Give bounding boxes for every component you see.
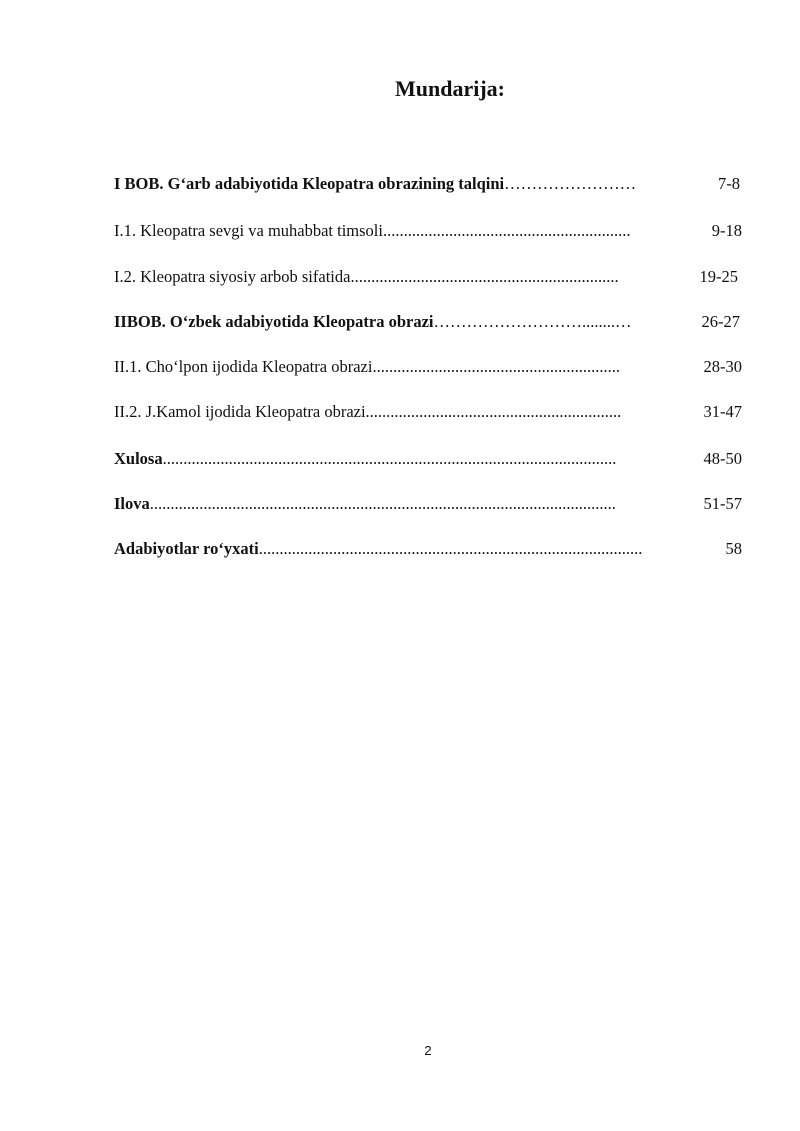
toc-entry-section-2-2[interactable] <box>114 400 742 424</box>
toc-entry-chapter-1[interactable] <box>114 172 740 196</box>
toc-entry-label: Ilova <box>114 494 150 513</box>
toc-entry-label: Xulosa <box>114 449 163 468</box>
toc-entry-chapter-2[interactable] <box>114 310 740 334</box>
toc-entry-pages: 28-30 <box>702 355 743 379</box>
toc-entry-label: IIBOB. O‘zbek adabiyotida Kleopatra obrazi <box>114 312 434 331</box>
toc-entry-section-1-1[interactable] <box>114 219 742 243</box>
toc-entry-label: I BOB. G‘arb adabiyotida Kleopatra obrazining talqini <box>114 174 505 193</box>
toc-entry-label: I.2. Kleopatra siyosiy arbob sifatida <box>114 267 351 286</box>
toc-entry-pages: 58 <box>724 537 743 561</box>
toc-leader-dots: ............................................................ <box>372 357 620 376</box>
toc-leader-dots: ………………………........… <box>433 312 632 331</box>
toc-leader-dots: ............................................................................................. <box>258 539 643 558</box>
page-title: Mundarija: <box>395 76 505 101</box>
toc-entry-pages: 26-27 <box>700 310 741 334</box>
toc-entry-pages: 19-25 <box>698 265 739 289</box>
toc-entry-pages: 7-8 <box>716 172 740 196</box>
toc-leader-dots: .............................................................. <box>365 402 622 421</box>
toc-entry-pages: 9-18 <box>710 219 742 243</box>
toc-entry-pages: 31-47 <box>702 400 743 424</box>
toc-entry-label: I.1. Kleopatra sevgi va muhabbat timsoli <box>114 221 383 240</box>
toc-entry-adabiyotlar[interactable] <box>114 537 742 561</box>
toc-entry-label: Adabiyotlar ro‘yxati <box>114 539 259 558</box>
toc-entry-pages: 51-57 <box>702 492 743 516</box>
toc-leader-dots: ................................................................. <box>350 267 619 286</box>
page-number: 2 <box>424 1043 432 1058</box>
toc-entry-label: II.2. J.Kamol ijodida Kleopatra obrazi <box>114 402 366 421</box>
toc-entry-label: II.1. Cho‘lpon ijodida Kleopatra obrazi <box>114 357 373 376</box>
toc-leader-dots: …………………… <box>504 174 637 193</box>
toc-entry-section-2-1[interactable] <box>114 355 742 379</box>
toc-entry-xulosa[interactable] <box>114 447 742 471</box>
toc-entry-section-1-2[interactable] <box>114 265 738 289</box>
toc-leader-dots: ................................................................................................................. <box>149 494 616 513</box>
toc-leader-dots: .............................................................................................................. <box>162 449 617 468</box>
toc-entry-ilova[interactable] <box>114 492 742 516</box>
toc-leader-dots: ............................................................ <box>382 221 631 240</box>
toc-entry-pages: 48-50 <box>702 447 743 471</box>
